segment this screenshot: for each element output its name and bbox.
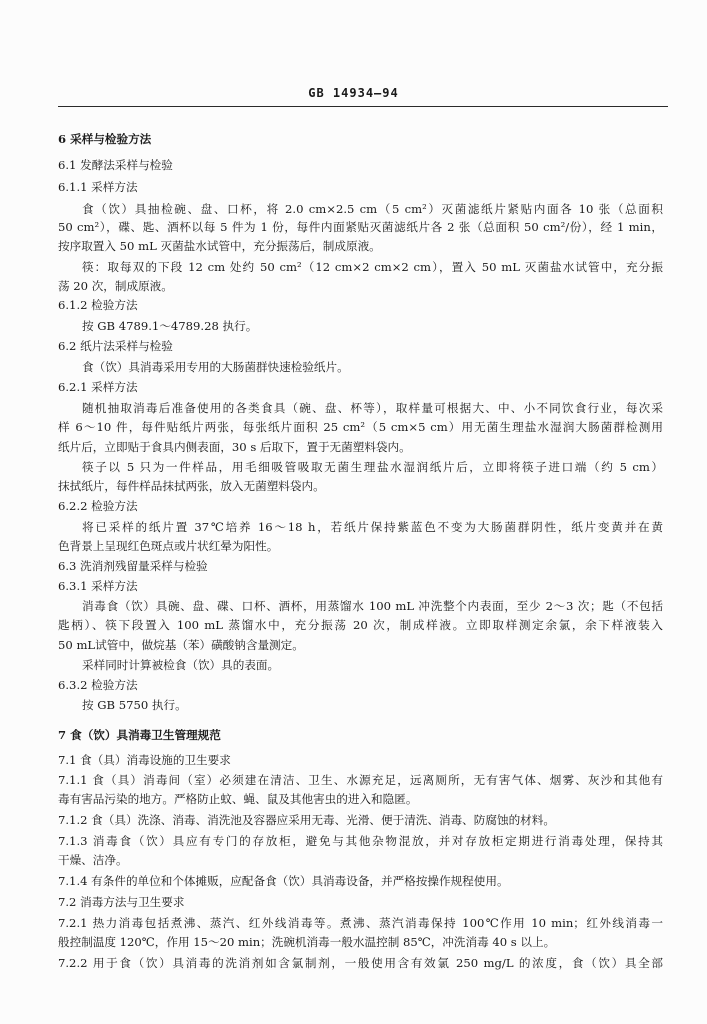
paragraph-line: 将已采样的纸片置 37℃培养 16～18 h，若纸片保持紫蓝色不变为大肠菌群阴性，纸片变黄并在黄 — [82, 520, 663, 534]
paragraph-line: 7.2.1 热力消毒包括煮沸、蒸汽、红外线消毒等。煮沸、蒸汽消毒保持 100℃作用 10 min；红外线消毒一 — [58, 916, 663, 930]
paragraph-line: 干燥、洁净。 — [58, 853, 128, 867]
paragraph-line: 样 6～10 件，每件贴纸片两张，每张纸片面积 25 cm²（5 cm×5 cm）用无菌生理盐水湿润大肠菌群检测用 — [58, 420, 663, 434]
paragraph-line: 按 GB 4789.1～4789.28 执行。 — [82, 319, 258, 333]
header-rule — [58, 106, 668, 107]
paragraph-line: 按 GB 5750 执行。 — [82, 698, 187, 712]
subsection-heading-6-3-2: 6.3.2 检验方法 — [58, 678, 138, 692]
paragraph-line: 按序取置入 50 mL 灭菌盐水试管中，充分振荡后，制成原液。 — [58, 239, 381, 253]
paragraph-line: 色背景上呈现红色斑点或片状红晕为阳性。 — [58, 539, 279, 553]
paragraph-line: 食（饮）具消毒采用专用的大肠菌群快速检验纸片。 — [82, 360, 349, 374]
subsection-heading-6-2-2: 6.2.2 检验方法 — [58, 499, 138, 513]
subsection-heading-6-3-1: 6.3.1 采样方法 — [58, 579, 138, 593]
paragraph-line: 纸片后，立即贴于食具内侧表面，30 s 后取下，置于无菌塑料袋内。 — [58, 440, 411, 454]
subsection-heading-6-1-2: 6.1.2 检验方法 — [58, 298, 138, 312]
paragraph-line: 筷子以 5 只为一件样品，用毛细吸管吸取无菌生理盐水湿润纸片后，立即将筷子进口端（约 5 cm） — [82, 460, 663, 474]
subsection-heading-6-2-1: 6.2.1 采样方法 — [58, 380, 138, 394]
standard-number-header: GB 14934—94 — [308, 86, 399, 100]
paragraph-line: 50 mL试管中，做烷基（苯）磺酸钠含量测定。 — [58, 638, 304, 652]
paragraph-line: 50 cm²），碟、匙、酒杯以每 5 件为 1 份，每件内面紧贴灭菌滤纸片各 2 张（总面积 50 cm²/份），经 1 min， — [58, 220, 663, 234]
paragraph-line: 7.1.4 有条件的单位和个体摊贩，应配备食（饮）具消毒设备，并严格按操作规程使用。 — [58, 874, 509, 888]
paragraph-line: 7.1.1 食（具）消毒间（室）必须建在清洁、卫生、水源充足，远离厕所，无有害气体、烟雾、灰沙和其他有 — [58, 773, 663, 787]
paragraph-line: 抹拭纸片，每件样品抹拭两张，放入无菌塑料袋内。 — [58, 479, 325, 493]
subsection-heading-7-2: 7.2 消毒方法与卫生要求 — [58, 895, 185, 909]
paragraph-line: 荡 20 次，制成原液。 — [58, 279, 173, 293]
subsection-heading-7-1: 7.1 食（具）消毒设施的卫生要求 — [58, 753, 231, 767]
section-heading-6: 6 采样与检验方法 — [58, 132, 152, 146]
paragraph-line: 7.1.3 消毒食（饮）具应有专门的存放柜，避免与其他杂物混放，并对存放柜定期进行消毒处理，保持其 — [58, 834, 663, 848]
subsection-heading-6-1-1: 6.1.1 采样方法 — [58, 180, 138, 194]
paragraph-line: 随机抽取消毒后准备使用的各类食具（碗、盘、杯等），取样量可根据大、中、小不同饮食行业，每次采 — [82, 401, 663, 415]
paragraph-line: 7.1.2 食（具）洗涤、消毒、消洗池及容器应采用无毒、光滑、便于清洗、消毒、防腐蚀的材料。 — [58, 813, 555, 827]
paragraph-line: 采样同时计算被检食（饮）具的表面。 — [82, 658, 280, 672]
paragraph-line: 毒有害品污染的地方。严格防止蚊、蝇、鼠及其他害虫的进入和隐匿。 — [58, 792, 418, 806]
paragraph-line: 7.2.2 用于食（饮）具消毒的洗消剂如含氯制剂，一般使用含有效氯 250 mg/L 的浓度，食（饮）具全部 — [58, 956, 663, 970]
paragraph-line: 筷：取每双的下段 12 cm 处约 50 cm²（12 cm×2 cm×2 cm），置入 50 mL 灭菌盐水试管中，充分振 — [82, 260, 663, 274]
subsection-heading-6-3: 6.3 洗消剂残留量采样与检验 — [58, 559, 208, 573]
paragraph-line: 般控制温度 120℃，作用 15～20 min；洗碗机消毒一般水温控制 85℃，冲洗消毒 40 s 以上。 — [58, 935, 556, 949]
section-heading-7: 7 食（饮）具消毒卫生管理规范 — [58, 728, 221, 742]
paragraph-line: 匙柄）、筷下段置入 100 mL 蒸馏水中，充分振荡 20 次，制成样液。立即取样测定余氯，余下样液装入 — [58, 618, 663, 632]
paragraph-line: 消毒食（饮）具碗、盘、碟、口杯、酒杯，用蒸馏水 100 mL 冲洗整个内表面，至少 2～3 次；匙（不包括 — [82, 599, 663, 613]
subsection-heading-6-1: 6.1 发酵法采样与检验 — [58, 158, 173, 172]
subsection-heading-6-2: 6.2 纸片法采样与检验 — [58, 339, 173, 353]
paragraph-line: 食（饮）具抽检碗、盘、口杯，将 2.0 cm×2.5 cm（5 cm²）灭菌滤纸片紧贴内面各 10 张（总面积 — [82, 202, 663, 216]
